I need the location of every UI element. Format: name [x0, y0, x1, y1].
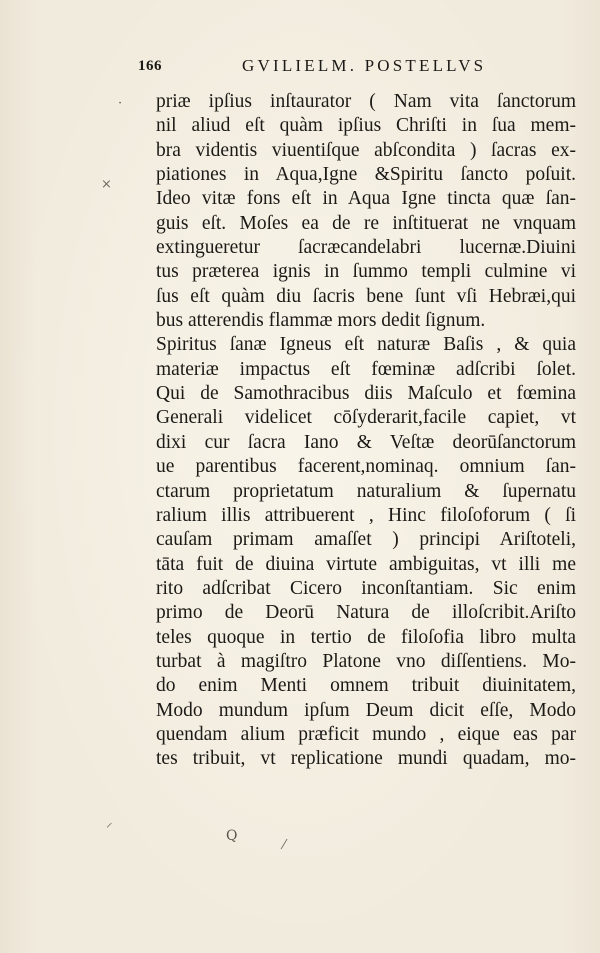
margin-speck: ×	[101, 177, 112, 192]
page-header	[138, 56, 578, 78]
text-line: Modo mundum ipſum Deum dicit eſſe, Modo	[156, 699, 576, 721]
body-text	[156, 90, 576, 772]
text-line: ctarum proprietatum naturalium & ſupernatu	[156, 480, 576, 502]
text-line: extingueretur ſacræcandelabri lucernæ.Diuini	[156, 237, 576, 259]
text-line: do enim Menti omnem tribuit diuinitatem,	[156, 675, 576, 697]
text-line: primo de Deorū Natura de illoſcribit.Ariſto	[156, 602, 576, 624]
text-line: tus præterea ignis in ſummo templi culmine vi	[156, 261, 576, 283]
page-number: 166	[138, 58, 162, 74]
text-line: ue parentibus facerent,nominaq. omnium ſan-	[156, 456, 576, 478]
text-line: bra videntis viuentiſque abſcondita ) ſacras ex-	[156, 139, 576, 161]
text-line: bus atterendis flammæ mors dedit ſignum.	[156, 310, 486, 332]
text-line: quendam alium præficit mundo , eique eas par	[156, 723, 576, 745]
text-line: cauſam primam amaſſet ) principi Ariſtoteli,	[156, 529, 576, 551]
running-head: GVILIELM. POSTELLVS	[242, 56, 487, 75]
text-line: Generali videlicet cōſyderarit,facile capiet, vt	[156, 407, 576, 429]
text-line: materiæ impactus eſt fœminæ adſcribi ſolet.	[156, 358, 576, 380]
text-line: Qui de Samothracibus diis Maſculo et fœmina	[156, 383, 576, 405]
text-line: rito adſcribat Cicero inconſtantiam. Sic enim	[156, 577, 576, 599]
text-line: turbat à magiſtro Platone vno diſſentiens. Mo-	[156, 650, 576, 672]
text-line: dixi cur ſacra Iano & Veſtæ deorūſanctorum	[156, 431, 576, 453]
text-line: Ideo vitæ fons eſt in Aqua Igne tincta quæ ſan-	[156, 188, 576, 210]
margin-speck: ·	[118, 96, 123, 111]
text-line: tes tribuit, vt replicatione mundi quadam, mo-	[156, 748, 576, 770]
margin-speck: ⸍	[106, 821, 113, 836]
text-line: Spiritus ſanæ Igneus eſt naturæ Baſis , & quia	[156, 334, 576, 356]
text-line: guis eſt. Moſes ea de re inſtituerat ne vnquam	[156, 212, 576, 234]
text-line: priæ ipſius inſtaurator ( Nam vita ſanctorum	[156, 91, 576, 112]
text-line: piationes in Aqua,Igne &Spiritu ſancto poſuit.	[156, 164, 576, 186]
text-line: ralium illis attribuerent , Hinc filoſoforum ( ſi	[156, 504, 576, 526]
text-line: ſus eſt quàm diu ſacris bene ſunt vſi Hebræi,qui	[156, 285, 576, 307]
text-line: teles quoque in tertio de filoſofia libro multa	[156, 626, 576, 648]
margin-speck: ⁄	[283, 838, 286, 853]
text-line: tāta fuit de diuina virtute ambiguitas, vt illi me	[156, 553, 576, 575]
text-line: nil aliud eſt quàm ipſius Chriſti in ſua mem-	[156, 115, 576, 137]
catchword-mark: Q	[226, 828, 238, 844]
